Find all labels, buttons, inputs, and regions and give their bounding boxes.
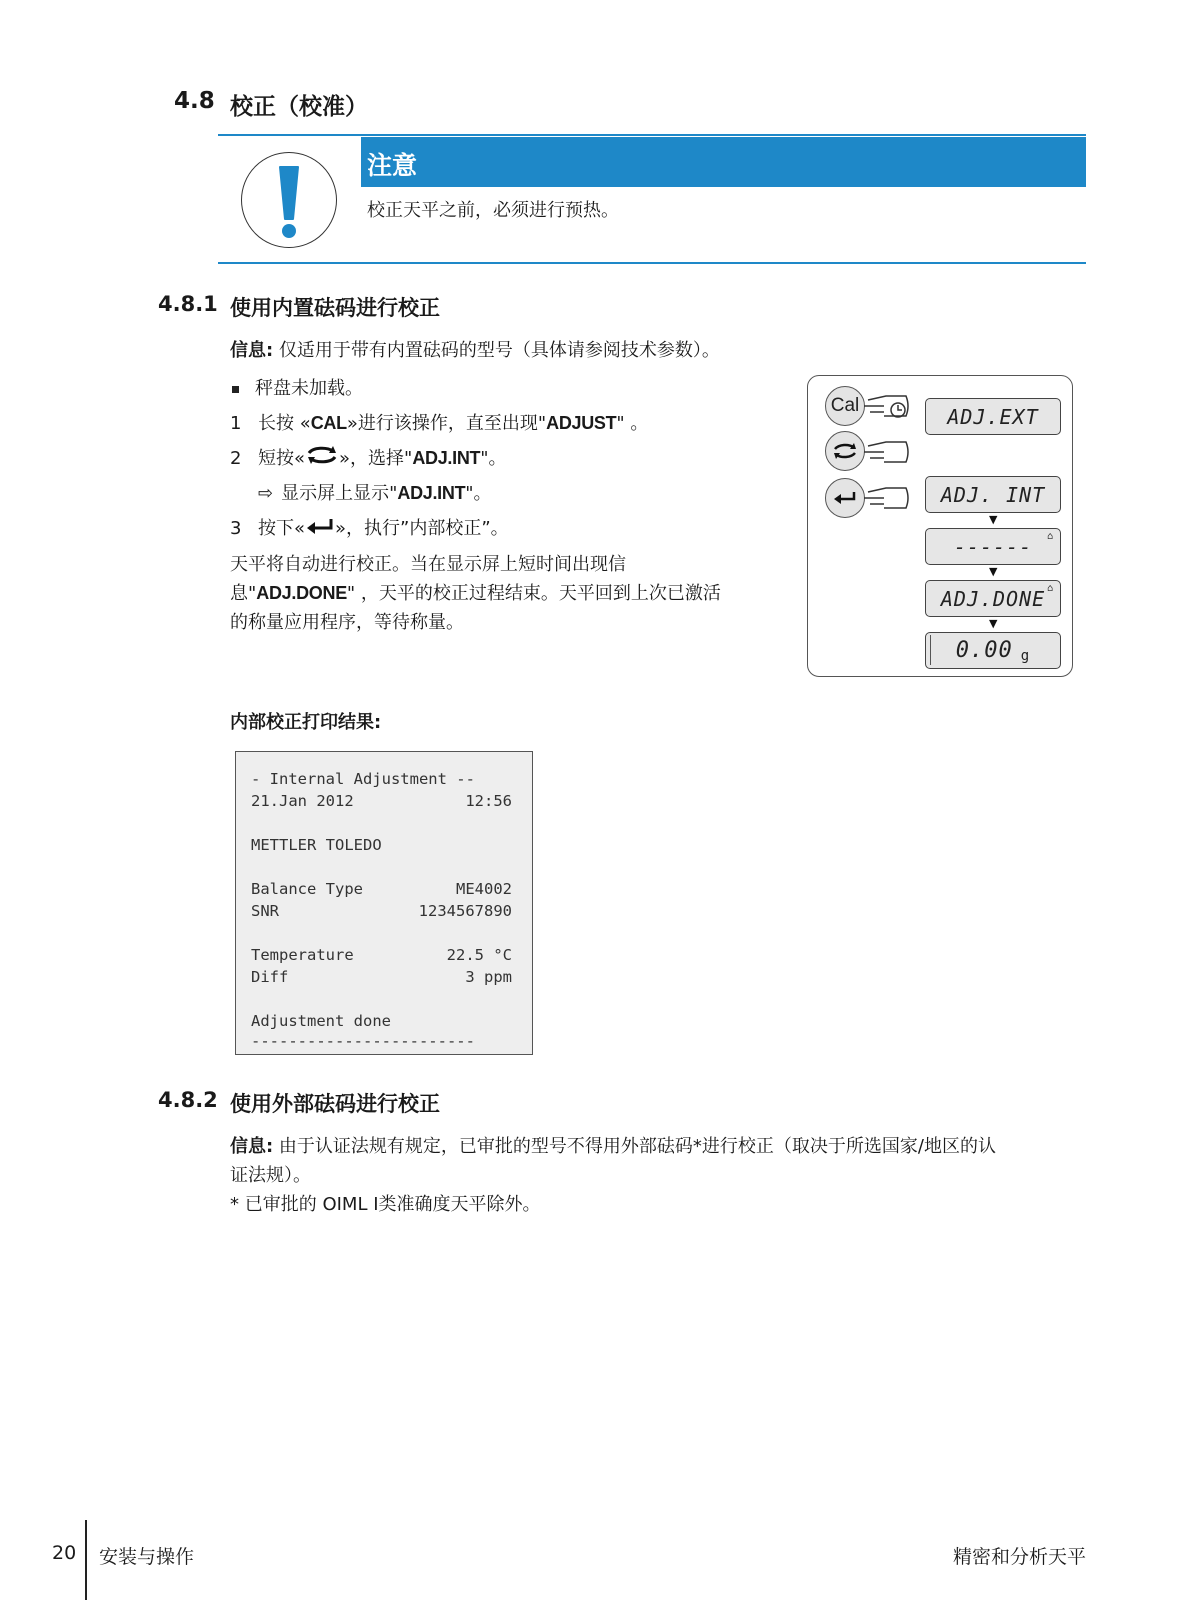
display-value: ADJUST (546, 413, 617, 433)
info-line: 证法规）。 (230, 1165, 311, 1186)
step-3 (230, 514, 509, 544)
printout-date: 21.Jan 2012 (251, 792, 354, 810)
footer-product: 精密和分析天平 (952, 1546, 1086, 1568)
notice-bottom-rule (218, 262, 1086, 264)
page-number: 20 (52, 1542, 77, 1564)
step-number: 1 (230, 413, 242, 434)
bullet-item (230, 374, 363, 403)
info-line (230, 336, 720, 365)
info-label: 信息: (230, 1136, 274, 1157)
section-number: 4.8 (174, 88, 215, 114)
arrow-down-icon: ▼ (989, 565, 998, 578)
printout-diff-label: Diff (251, 968, 289, 986)
notice-top-rule (218, 134, 1086, 136)
bullet-text: 秤盘未加载。 (255, 378, 363, 399)
enter-key-icon (305, 515, 335, 544)
step-text: »，选择" (339, 448, 413, 469)
step-text: 长按 « (258, 413, 311, 434)
display-unit: g (1020, 647, 1031, 664)
step-text: "。 (480, 448, 507, 469)
step-1 (230, 409, 648, 438)
info-line (230, 1132, 1090, 1161)
adjustment-diagram (807, 375, 1073, 677)
paragraph-line (230, 579, 721, 608)
result-text: "。 (465, 483, 492, 504)
bar-indicator-icon (930, 635, 934, 665)
display-adj-int: ADJ. INT (925, 476, 1061, 513)
subsection-title: 使用内置砝码进行校正 (230, 296, 440, 320)
weight-icon: ⌂ (1046, 531, 1054, 542)
exclamation-icon (241, 152, 337, 248)
step-text: 短按« (258, 448, 306, 469)
step-number: 3 (230, 518, 242, 539)
printout-type-value: ME4002 (456, 880, 512, 898)
bullet-square-icon (232, 386, 239, 393)
cal-key-label: CAL (310, 413, 347, 433)
display-progress (925, 528, 1061, 565)
display-value: ADJ.INT (397, 483, 466, 503)
section-title: 校正（校准） (230, 94, 368, 120)
printout-time: 12:56 (465, 792, 512, 810)
weight-icon: ⌂ (1046, 583, 1054, 594)
enter-key (825, 478, 865, 518)
display-progress-text: ------ (953, 534, 1033, 559)
footnote: * 已审批的 OIML I类准确度天平除外。 (230, 1194, 541, 1215)
info-block (230, 1132, 1090, 1219)
cal-key-label: Cal (830, 395, 860, 416)
step-text: »，执行”内部校正”。 (335, 518, 509, 539)
paragraph-line: 的称量应用程序，等待称量。 (230, 612, 464, 633)
notice-header-bar (361, 137, 1086, 187)
scroll-icon (832, 443, 858, 459)
footer-divider (85, 1520, 87, 1600)
printout-brand: METTLER TOLEDO (251, 836, 382, 854)
scroll-key-icon (305, 445, 339, 474)
info-text: 仅适用于带有内置砝码的型号（具体请参阅技术参数）。 (273, 340, 720, 361)
display-adj-ext: ADJ.EXT (925, 398, 1061, 435)
info-label: 信息: (230, 340, 274, 361)
display-adj-done-text: ADJ.DONE (940, 586, 1046, 611)
description-paragraph (230, 550, 721, 637)
step-number: 2 (230, 448, 242, 469)
printout-receipt (235, 751, 533, 1055)
paragraph-text: 息" (230, 583, 257, 604)
subsection-number: 4.8.1 (158, 292, 218, 316)
step-2-result (258, 479, 492, 508)
printout-snr-label: SNR (251, 902, 279, 920)
printout-title: - Internal Adjustment -- (251, 770, 475, 788)
arrow-down-icon: ▼ (989, 617, 998, 630)
result-arrow-icon: ⇨ (258, 483, 274, 504)
subsection-title: 使用外部砝码进行校正 (230, 1092, 440, 1116)
hand-tap-icon (862, 434, 912, 470)
printout-heading: 内部校正打印结果: (230, 712, 382, 733)
printout-diff-value: 3 ppm (465, 968, 512, 986)
step-text: »进行该操作，直至出现" (346, 413, 547, 434)
scroll-key (825, 431, 865, 471)
notice-text: 校正天平之前，必须进行预热。 (367, 200, 619, 221)
paragraph-text: " ，天平的校正过程结束。天平回到上次已激活 (346, 583, 721, 604)
footer-chapter: 安装与操作 (99, 1546, 195, 1568)
info-text: 由于认证法规有规定，已审批的型号不得用外部砝码*进行校正（取决于所选国家/地区的认 (273, 1136, 996, 1157)
printout-rule: ------------------------ (251, 1032, 475, 1050)
step-text: 按下« (258, 518, 306, 539)
step-2 (230, 444, 507, 474)
subsection-number: 4.8.2 (158, 1088, 218, 1112)
display-value: ADJ.DONE (256, 583, 347, 603)
printout-type-label: Balance Type (251, 880, 363, 898)
cal-key (825, 386, 865, 426)
paragraph-line: 天平将自动进行校正。当在显示屏上短时间出现信 (230, 554, 626, 575)
display-zero (925, 632, 1061, 669)
hand-tap-icon (862, 480, 912, 516)
hand-press-icon (862, 388, 912, 424)
notice-title: 注意 (367, 151, 418, 180)
display-value: ADJ.INT (412, 448, 481, 468)
printout-snr-value: 1234567890 (418, 902, 512, 920)
display-adj-done (925, 580, 1061, 617)
step-text: " 。 (616, 413, 649, 434)
display-zero-value: 0.00 (955, 638, 1013, 663)
enter-icon (832, 490, 858, 506)
result-text: 显示屏上显示" (281, 483, 398, 504)
printout-temp-label: Temperature (251, 946, 354, 964)
printout-done: Adjustment done (251, 1012, 391, 1030)
printout-temp-value: 22.5 °C (446, 946, 512, 964)
arrow-down-icon: ▼ (989, 513, 998, 526)
